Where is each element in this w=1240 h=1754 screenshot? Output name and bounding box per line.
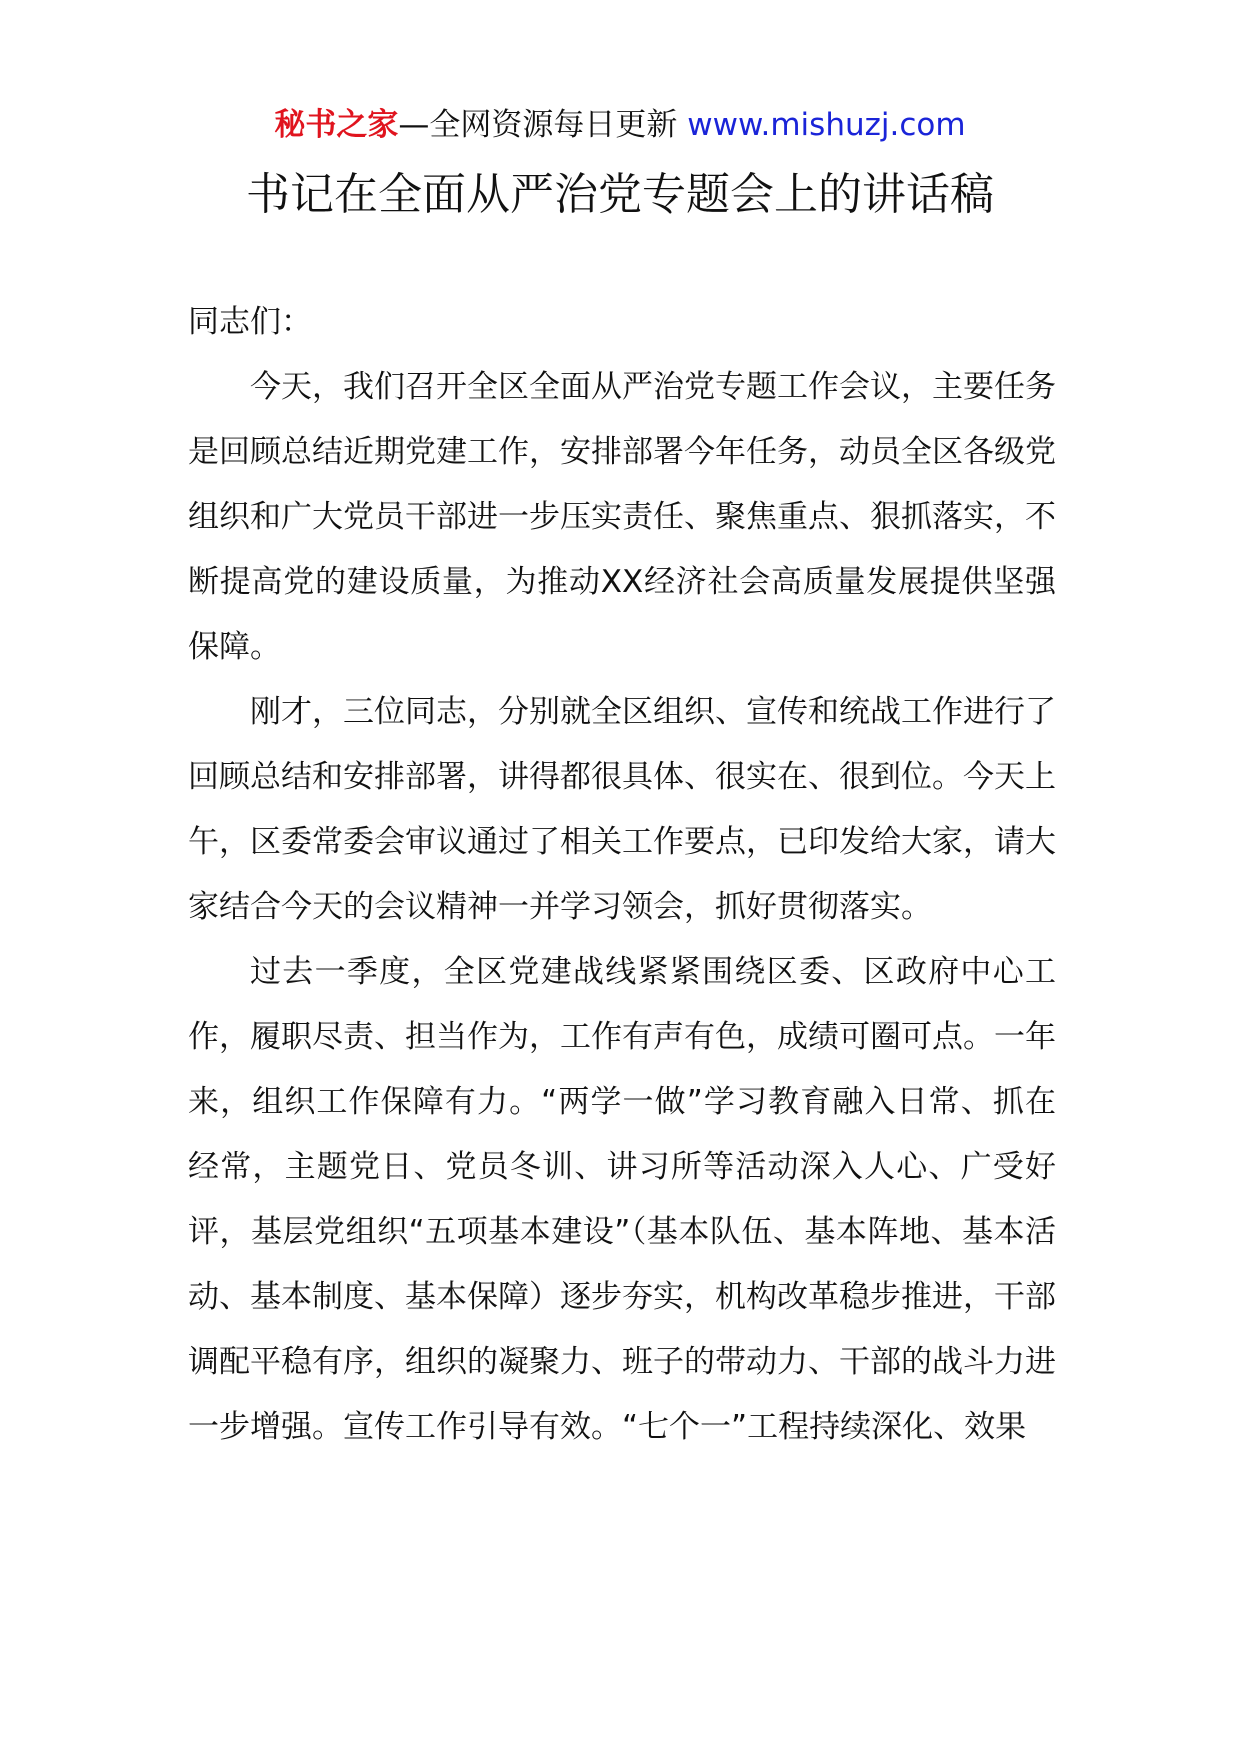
document-body [188, 290, 1056, 1460]
header-tagline: —全网资源每日更新 [398, 107, 678, 143]
body-paragraph: 刚才，三位同志，分别就全区组织、宣传和统战工作进行了回顾总结和安排部署，讲得都很具体、很实在、很到位。今天上午，区委常委会审议通过了相关工作要点，已印发给大家，请大家结合今天的会议精神一并学习领会，抓好贯彻落实。 [188, 694, 1056, 925]
site-header [0, 100, 1240, 150]
salutation: 同志们： [188, 304, 312, 340]
document-title: 书记在全面从严治党专题会上的讲话稿 [246, 169, 994, 220]
body-paragraph: 今天，我们召开全区全面从严治党专题工作会议，主要任务是回顾总结近期党建工作，安排部署今年任务，动员全区各级党组织和广大党员干部进一步压实责任、聚焦重点、狠抓落实，不断提高党的建设质量，为推动XX经济社会高质量发展提供坚强保障。 [188, 369, 1056, 665]
body-paragraph: 过去一季度，全区党建战线紧紧围绕区委、区政府中心工作，履职尽责、担当作为，工作有声有色，成绩可圈可点。一年来，组织工作保障有力。“两学一做”学习教育融入日常、抓在经常，主题党日、党员冬训、讲习所等活动深入人心、广受好评，基层党组织“五项基本建设”（基本队伍、基本阵地、基本活动、基本制度、基本保障）逐步夯实，机构改革稳步推进，干部调配平稳有序，组织的凝聚力、班子的带动力、干部的战斗力进一步增强。宣传工作引导有效。“七个一”工程持续深化、效果 [188, 954, 1056, 1445]
site-url-link[interactable]: www.mishuzj.com [687, 107, 966, 143]
brand-name: 秘书之家 [274, 107, 399, 143]
